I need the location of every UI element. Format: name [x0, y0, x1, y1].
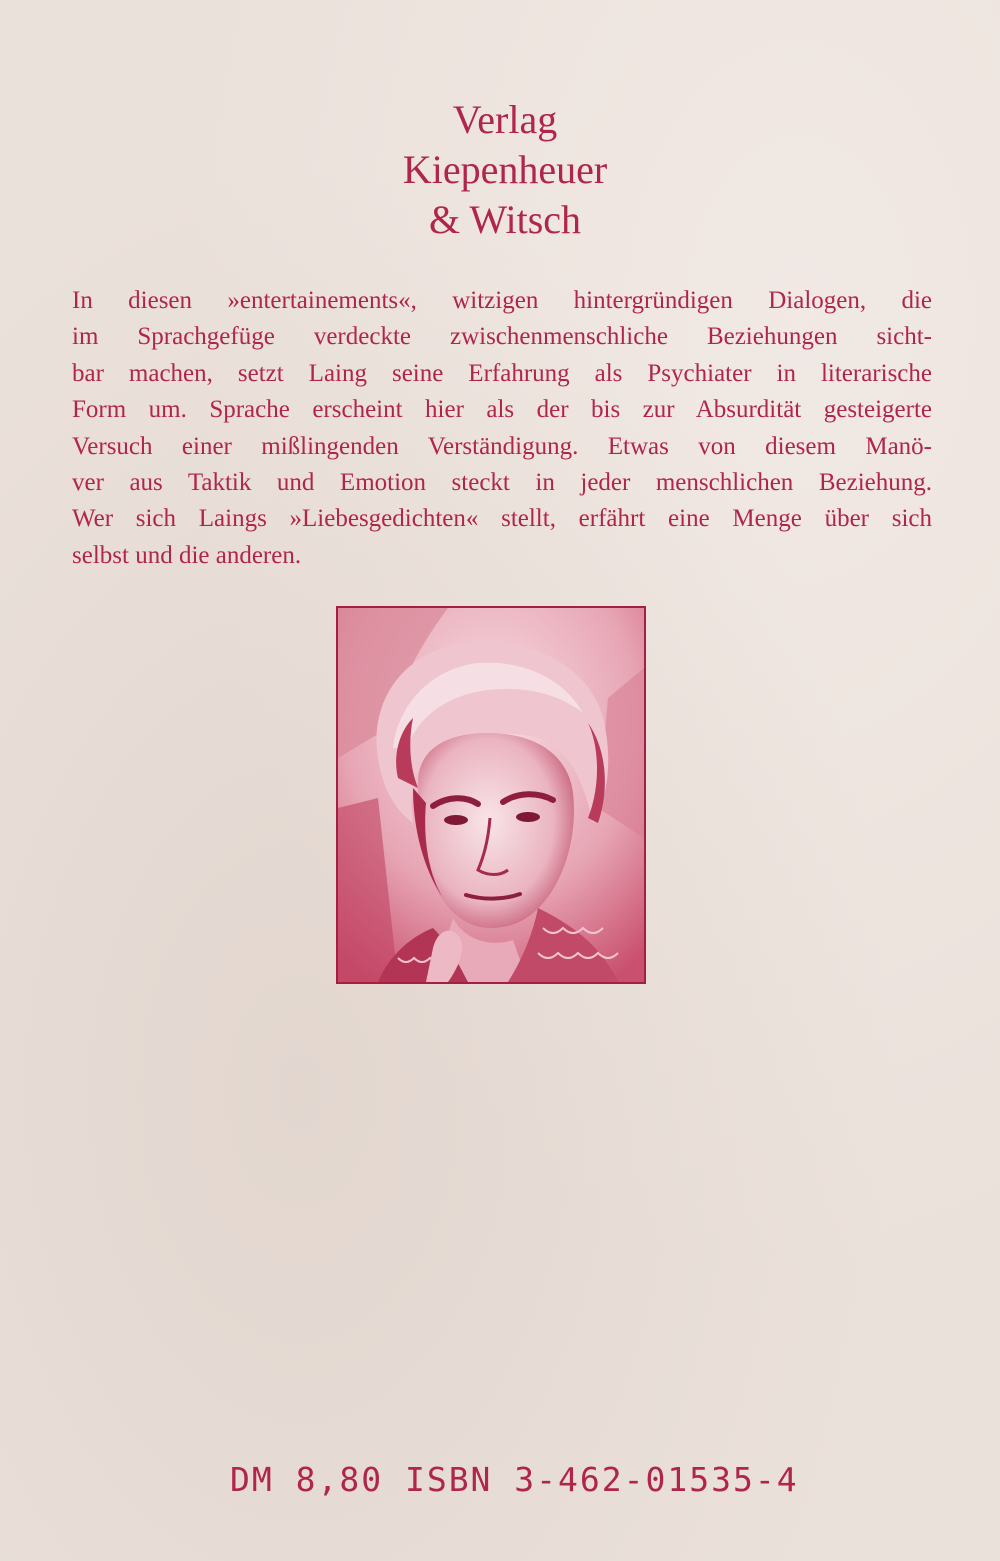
publisher-name [300, 95, 710, 245]
blurb-line: im Sprachgefüge verdeckte zwischenmenschliche Beziehungen sicht- [72, 323, 932, 351]
blurb-line: Form um. Sprache erscheint hier als der bis zur Absurdität gesteigerte [72, 396, 932, 424]
blurb-line: bar machen, setzt Laing seine Erfahrung als Psychiater in literarische [72, 359, 932, 387]
blurb-line: Versuch einer mißlingenden Verständigung. Etwas von diesem Manö- [72, 432, 932, 460]
price: DM 8,80 [230, 1460, 384, 1499]
publisher-line-1: Verlag [452, 97, 558, 142]
blurb-text [72, 283, 932, 574]
blurb-line: selbst und die anderen. [72, 541, 302, 569]
publisher-line-2: Kiepenheuer [402, 147, 608, 192]
author-portrait [336, 606, 646, 984]
publisher-line-3: & Witsch [428, 197, 582, 242]
blurb-line: Wer sich Laings »Liebesgedichten« stellt, erfährt eine Menge über sich [72, 505, 932, 533]
blurb-line: In diesen »entertainements«, witzigen hintergründigen Dialogen, die [72, 287, 932, 314]
isbn: ISBN 3-462-01535-4 [404, 1460, 799, 1499]
price-isbn-line [230, 1460, 799, 1499]
blurb-line: ver aus Taktik und Emotion steckt in jeder menschlichen Beziehung. [72, 469, 932, 497]
portrait-illustration [338, 608, 644, 982]
